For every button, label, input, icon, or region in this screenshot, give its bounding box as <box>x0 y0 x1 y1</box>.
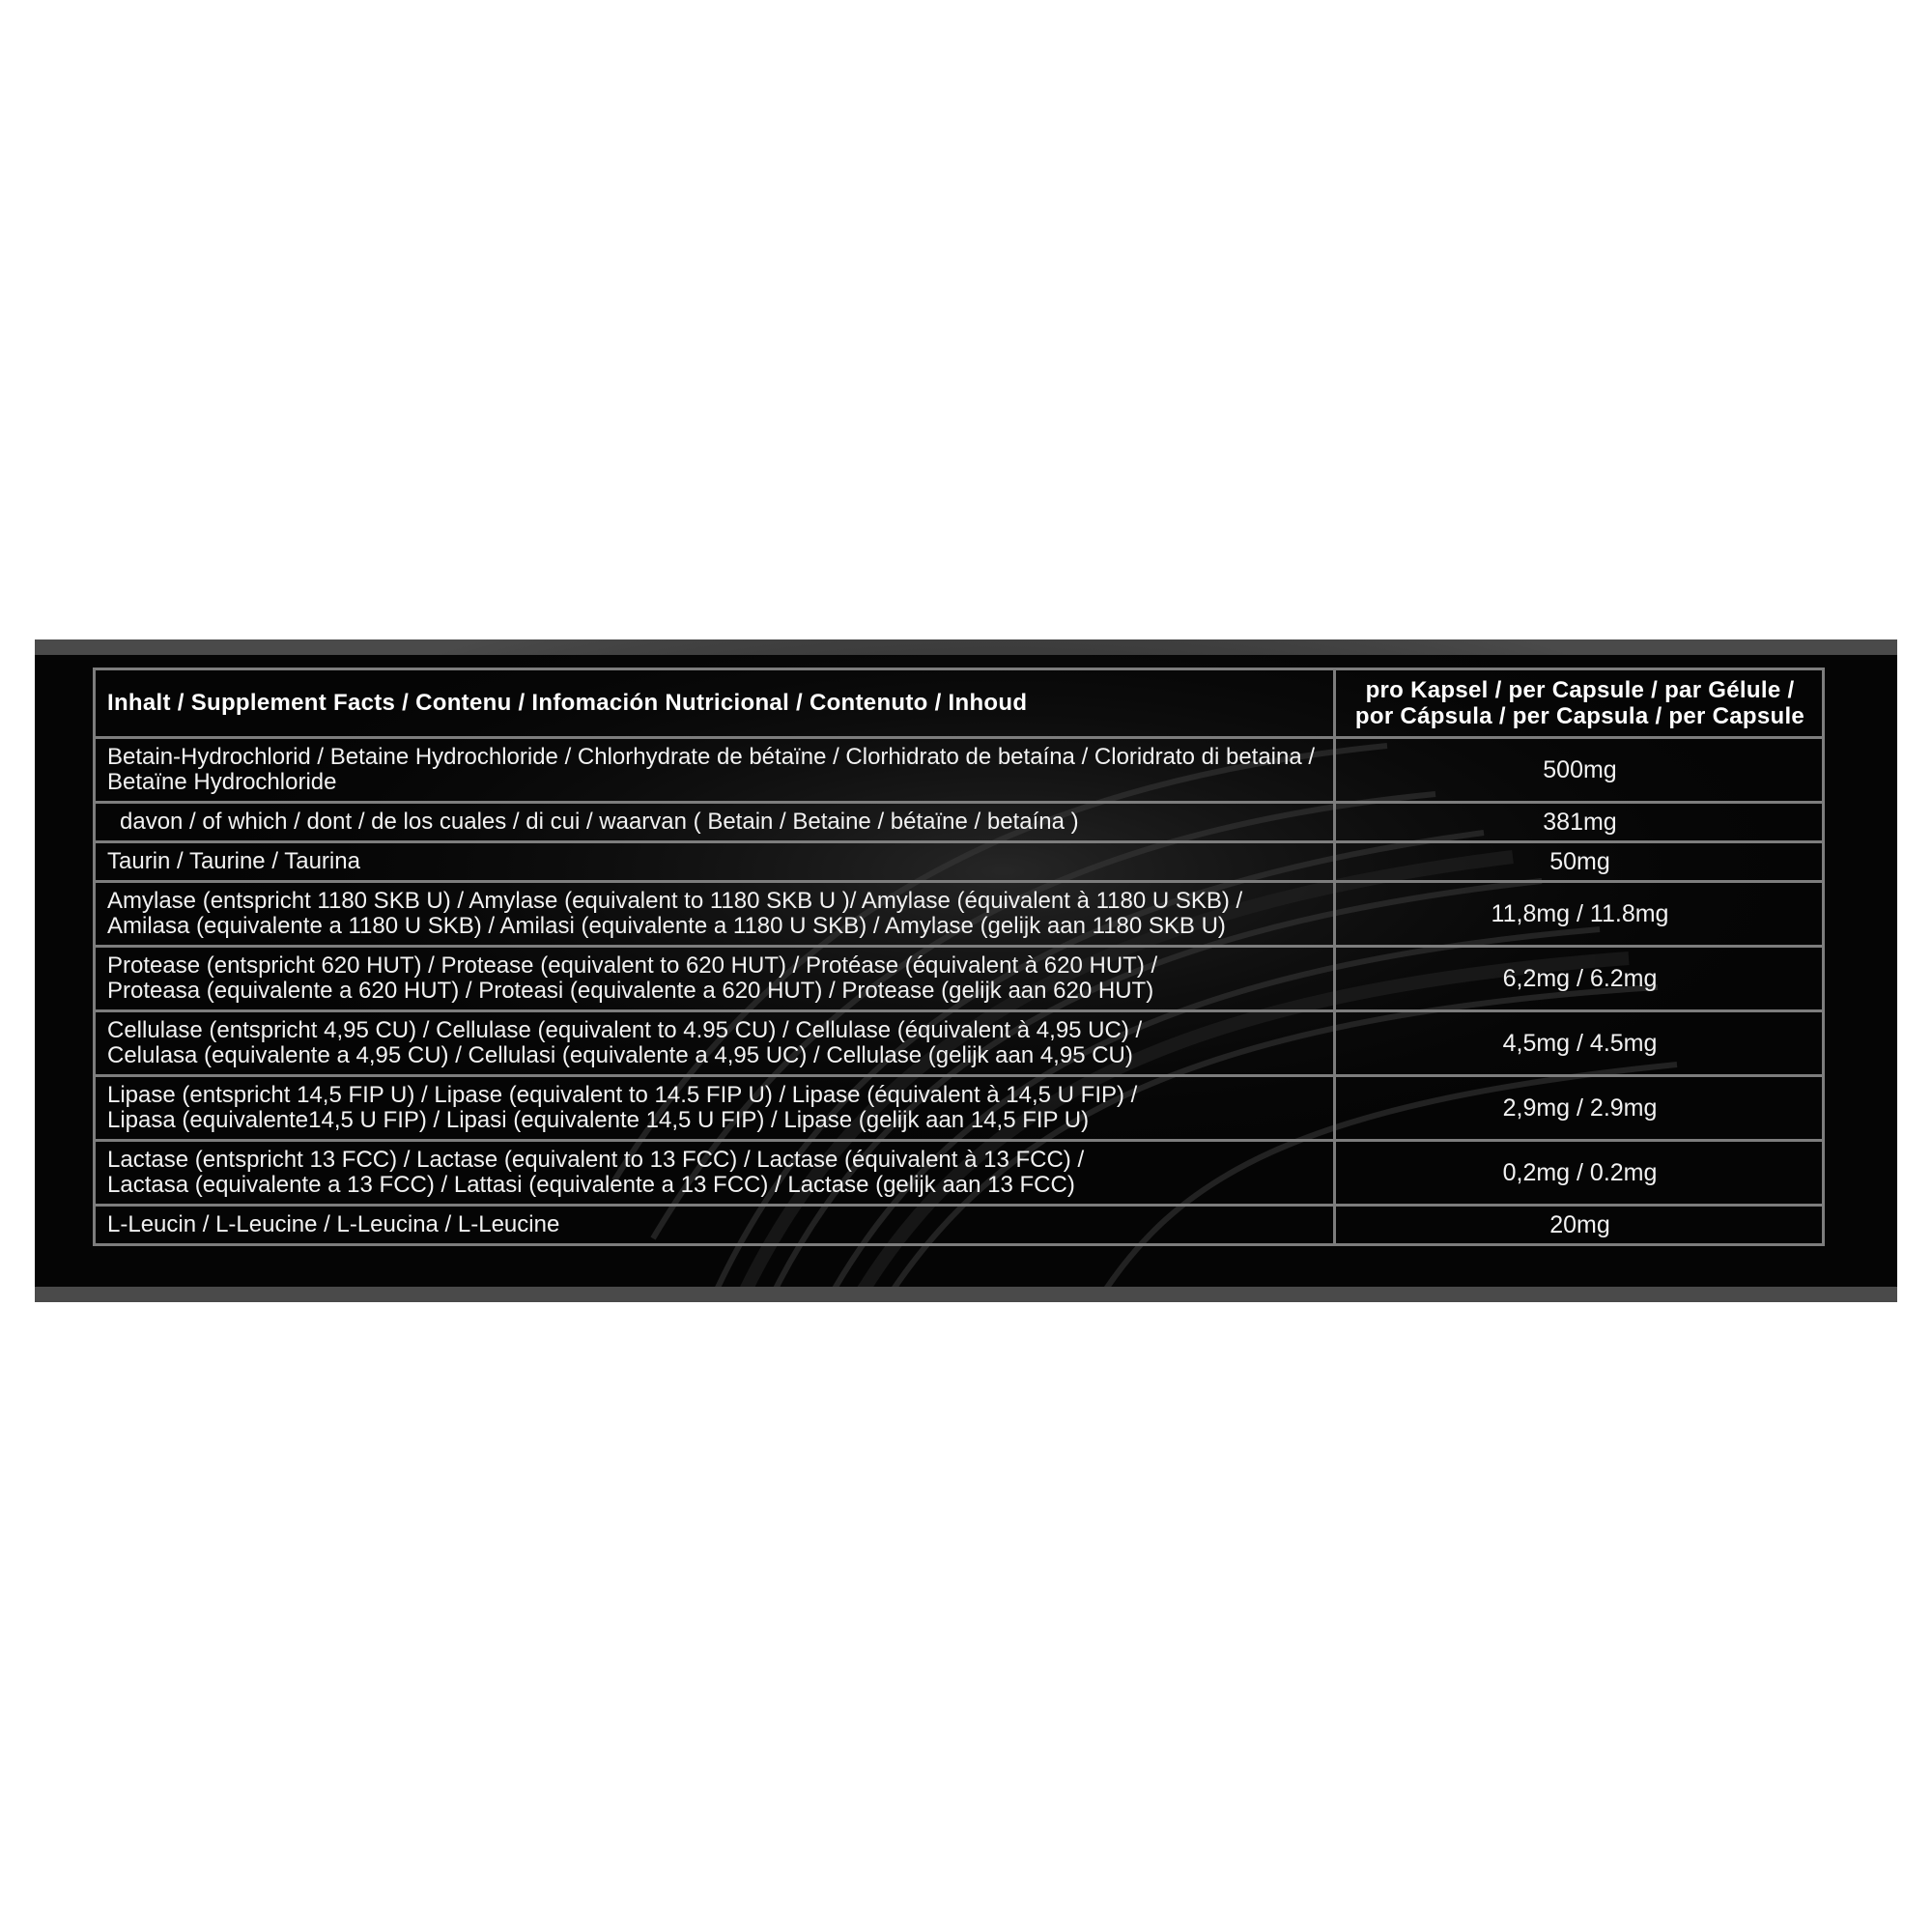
ingredient-line1: Amylase (entspricht 1180 SKB U) / Amylase (equivalent to 1180 SKB U )/ Amylase (équivalent à 1180 U SKB) / <box>107 888 1243 914</box>
ingredient-amount: 11,8mg / 11.8mg <box>1335 882 1824 947</box>
ingredient-line2: Proteasa (equivalente a 620 HUT) / Proteasi (equivalente a 620 HUT) / Protease (gelijk aan 620 HUT) <box>107 978 1154 1004</box>
header-per-capsule-line1: pro Kapsel / per Capsule / par Gélule / <box>1365 677 1795 703</box>
ingredient-amount: 2,9mg / 2.9mg <box>1335 1076 1824 1141</box>
ingredient-name: Taurin / Taurine / Taurina <box>95 842 1335 882</box>
header-per-capsule-line2: por Cápsula / per Capsula / per Capsule <box>1354 703 1805 729</box>
ingredient-name <box>95 1141 1335 1206</box>
header-row <box>95 669 1824 738</box>
ingredient-line2: Lipasa (equivalente14,5 U FIP) / Lipasi (equivalente 14,5 U FIP) / Lipase (gelijk aan 14,5 FIP U) <box>107 1107 1090 1133</box>
table-row <box>95 842 1824 882</box>
table-row <box>95 1206 1824 1245</box>
table-row <box>95 1011 1824 1076</box>
table-row <box>95 1141 1824 1206</box>
ingredient-line1: Lipase (entspricht 14,5 FIP U) / Lipase (equivalent to 14.5 FIP U) / Lipase (équivalent à 14,5 U FIP) / <box>107 1082 1138 1108</box>
ingredient-line2: Amilasa (equivalente a 1180 U SKB) / Amilasi (equivalente a 1180 U SKB) / Amylase (gelijk aan 1180 SKB U) <box>107 913 1226 939</box>
ingredient-line1: Lactase (entspricht 13 FCC) / Lactase (equivalent to 13 FCC) / Lactase (équivalent à 13 FCC) / <box>107 1147 1085 1173</box>
ingredient-name <box>95 947 1335 1011</box>
bottom-band <box>35 1287 1897 1302</box>
ingredient-amount: 6,2mg / 6.2mg <box>1335 947 1824 1011</box>
ingredient-amount: 0,2mg / 0.2mg <box>1335 1141 1824 1206</box>
ingredient-name <box>95 738 1335 803</box>
ingredient-name <box>95 882 1335 947</box>
ingredient-line1: Betain-Hydrochlorid / Betaine Hydrochloride / Chlorhydrate de bétaïne / Clorhidrato de betaína / Cloridrato di betaina / <box>107 744 1316 770</box>
ingredient-name <box>95 1076 1335 1141</box>
header-per-capsule <box>1335 669 1824 738</box>
ingredient-line2: Betaïne Hydrochloride <box>107 769 337 795</box>
ingredient-amount: 4,5mg / 4.5mg <box>1335 1011 1824 1076</box>
ingredient-name: L-Leucin / L-Leucine / L-Leucina / L-Leucine <box>95 1206 1335 1245</box>
ingredient-amount: 381mg <box>1335 803 1824 842</box>
table-row <box>95 882 1824 947</box>
ingredient-name <box>95 1011 1335 1076</box>
table-row <box>95 947 1824 1011</box>
ingredient-line1: Protease (entspricht 620 HUT) / Protease (equivalent to 620 HUT) / Protéase (équivalent à 620 HUT) / <box>107 952 1158 979</box>
header-ingredients: Inhalt / Supplement Facts / Contenu / Infomación Nutricional / Contenuto / Inhoud <box>95 669 1335 738</box>
ingredient-line1: Cellulase (entspricht 4,95 CU) / Cellulase (equivalent to 4.95 CU) / Cellulase (équivalent à 4,95 UC) / <box>107 1017 1143 1043</box>
table-row <box>95 803 1824 842</box>
table-row <box>95 1076 1824 1141</box>
ingredient-line2: Celulasa (equivalente a 4,95 CU) / Cellulasi (equivalente a 4,95 UC) / Cellulase (gelijk aan 4,95 CU) <box>107 1042 1133 1068</box>
table-row <box>95 738 1824 803</box>
ingredient-amount: 50mg <box>1335 842 1824 882</box>
supplement-facts-panel <box>35 639 1897 1302</box>
ingredient-amount: 500mg <box>1335 738 1824 803</box>
supplement-facts-table <box>93 668 1825 1246</box>
ingredient-name: davon / of which / dont / de los cuales / di cui / waarvan ( Betain / Betaine / bétaïne / betaína ) <box>95 803 1335 842</box>
ingredient-amount: 20mg <box>1335 1206 1824 1245</box>
ingredient-line2: Lactasa (equivalente a 13 FCC) / Lattasi (equivalente a 13 FCC) / Lactase (gelijk aan 13 FCC) <box>107 1172 1075 1198</box>
